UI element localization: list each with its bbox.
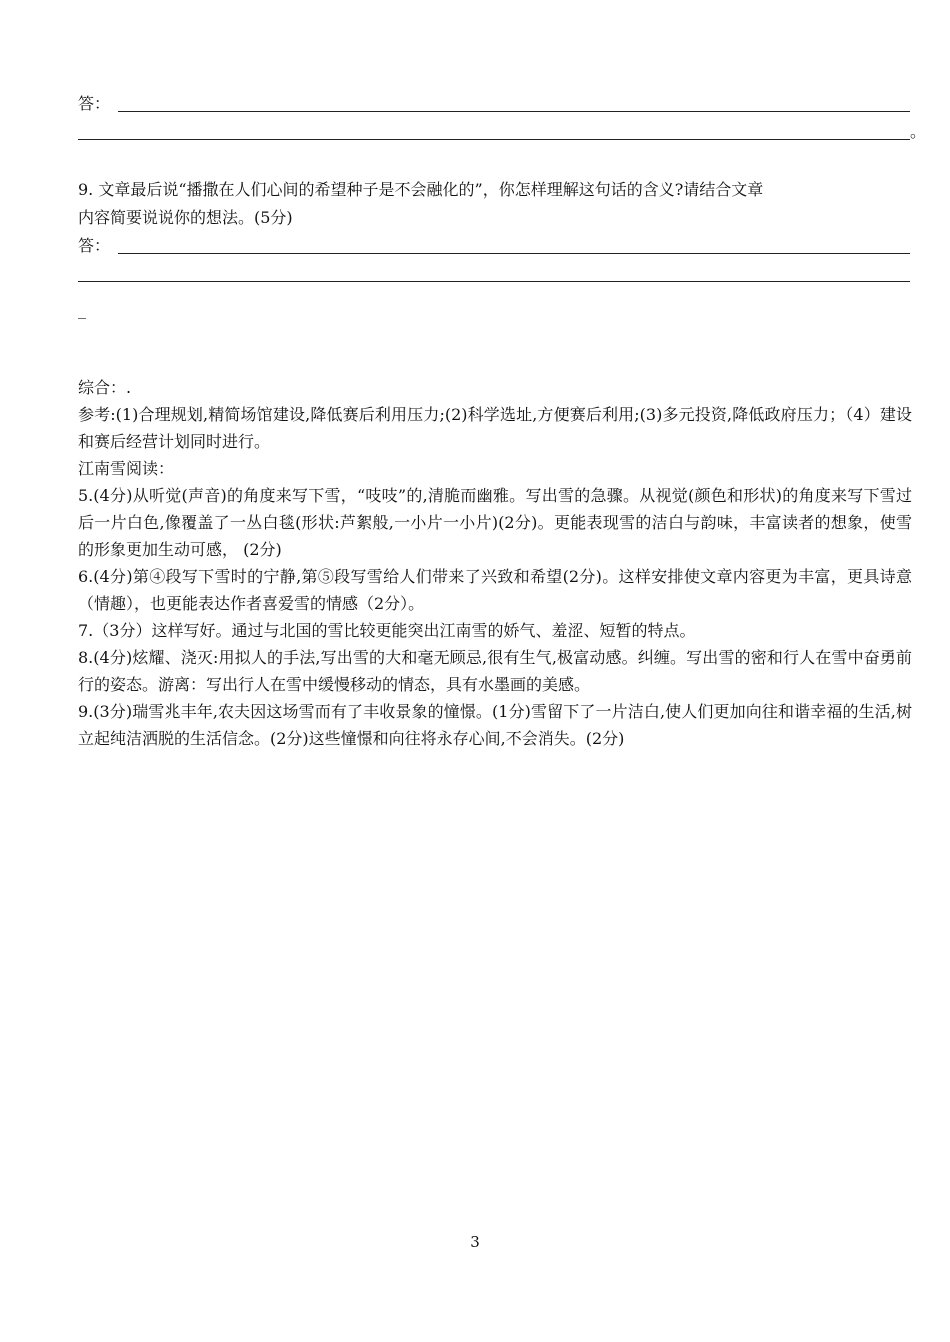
- answer-item-7: 7.（3分）这样写好。通过与北国的雪比较更能突出江南雪的娇气、羞涩、短暂的特点。: [78, 621, 696, 640]
- answer-label-q9: 答：: [78, 236, 111, 255]
- answer-line: [118, 253, 910, 254]
- reading-heading: 江南雪阅读：: [78, 459, 175, 478]
- answer-label-q8: 答：: [78, 94, 111, 113]
- answer-reference: 参考:(1)合理规划,精简场馆建设,降低赛后利用压力;(2)科学选址,方便赛后利用;(3)多元投资,降低政府压力；（4）建设和赛后经营计划同时进行。: [78, 405, 912, 451]
- answer-item-5: 5.(4分)从听觉(声音)的角度来写下雪，“吱吱”的,清脆而幽雅。写出雪的急骤。从视觉(颜色和形状)的角度来写下雪过后一片白色,像覆盖了一丛白毯(形状:芦絮般,一小片一小片)(2分)。更能表现雪的洁白与韵味，丰富读者的想象，使雪的形象更加生动可感， (2分): [78, 486, 912, 559]
- page-number: 3: [470, 1233, 480, 1251]
- answer-item-6: 6.(4分)第④段写下雪时的宁静,第⑤段写雪给人们带来了兴致和希望(2分)。这样安排使文章内容更为丰富，更具诗意（情趣），也更能表达作者喜爱雪的情感（2分）。: [78, 567, 912, 613]
- answer-line: [78, 281, 910, 282]
- question-9-line-2: 内容简要说说你的想法。(5分): [78, 208, 293, 227]
- answer-line: [78, 139, 910, 140]
- trailing-period: 。: [910, 122, 927, 141]
- answer-line: [118, 111, 910, 112]
- trailing-mark: _: [78, 300, 86, 319]
- answer-item-9: 9.(3分)瑞雪兆丰年,农夫因这场雪而有了丰收景象的憧憬。(1分)雪留下了一片洁白,使人们更加向往和谐幸福的生活,树立起纯洁洒脱的生活信念。(2分)这些憧憬和向往将永存心间,不会消失。(2分): [78, 702, 912, 748]
- answer-item-8: 8.(4分)炫耀、浇灭:用拟人的手法,写出雪的大和毫无顾忌,很有生气,极富动感。纠缠。写出雪的密和行人在雪中奋勇前行的姿态。游离：写出行人在雪中缓慢移动的情态，具有水墨画的美感。: [78, 648, 912, 694]
- question-9-line-1: 9. 文章最后说“播撒在人们心间的希望种子是不会融化的”，你怎样理解这句话的含义?请结合文章: [78, 180, 764, 199]
- answer-heading: 综合：.: [78, 378, 132, 397]
